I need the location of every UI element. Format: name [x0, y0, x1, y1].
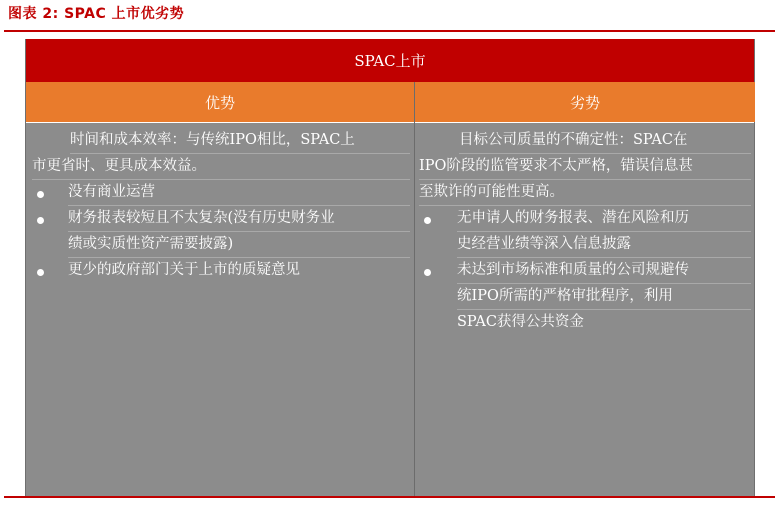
- table-header: SPAC上市: [26, 39, 754, 82]
- bullet-icon: [37, 191, 44, 198]
- disadvantage-item: 无申请人的财务报表、潜在风险和历: [457, 206, 751, 232]
- advantage-item: 更少的政府部门关于上市的质疑意见: [68, 262, 300, 278]
- disadvantage-item-continued: 统IPO所需的严格审批程序，利用: [457, 284, 751, 310]
- advantages-intro-line: 市更省时、更具成本效益。: [32, 154, 410, 180]
- advantages-header: 优势: [26, 82, 414, 122]
- disadvantage-item-continued: SPAC获得公共资金: [457, 314, 584, 330]
- disadvantages-header: 劣势: [415, 82, 755, 122]
- disadvantage-item-continued: 史经营业绩等深入信息披露: [457, 232, 751, 258]
- disadvantage-item: 未达到市场标准和质量的公司规避传: [457, 258, 751, 284]
- comparison-table: [25, 39, 755, 496]
- advantage-item: 没有商业运营: [68, 180, 410, 206]
- disadvantages-intro-line: IPO阶段的监管要求不太严格，错误信息甚: [419, 154, 751, 180]
- disadvantages-intro-line: 至欺诈的可能性更高。: [419, 180, 751, 206]
- advantage-item: 财务报表较短且不太复杂(没有历史财务业: [68, 206, 410, 232]
- disadvantages-intro-line: 目标公司质量的不确定性：SPAC在: [459, 128, 751, 154]
- bullet-icon: [424, 217, 431, 224]
- bullet-icon: [424, 269, 431, 276]
- figure-title: 图表 2: SPAC 上市优劣势: [8, 6, 185, 22]
- column-divider: [414, 82, 415, 496]
- bullet-icon: [37, 269, 44, 276]
- advantage-item-continued: 绩或实质性资产需要披露): [68, 232, 410, 258]
- bullet-icon: [37, 217, 44, 224]
- advantages-intro-line: 时间和成本效率：与传统IPO相比，SPAC上: [70, 128, 410, 154]
- top-rule: [4, 30, 775, 32]
- header-separator: [26, 122, 754, 123]
- bottom-rule: [4, 496, 775, 498]
